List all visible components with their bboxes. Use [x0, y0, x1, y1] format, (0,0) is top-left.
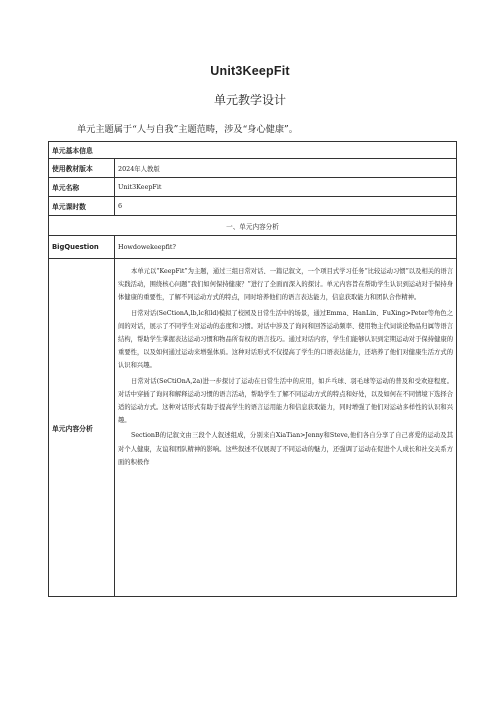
- section-row: [49, 216, 457, 236]
- content-paragraph: 本单元以“KeepFit”为主题，通过三组日常对话、一篇记叙文，一个项目式学习任务“比较运动习惯”以及相关的语言实践活动，围绕核心问题“我们如何保持健康？”进行了全面而深入的探讨。单元内容旨在帮助学生认识到运动对于保持身体健康的重要性，了解不同运动方式的特点，同时培养他们的语言表达能力，信息获取能力和团队合作精神。: [118, 268, 453, 302]
- table-row: [49, 197, 457, 216]
- section-title: 一、单元内容分析: [49, 216, 457, 236]
- table-row: [49, 159, 457, 178]
- content-analysis-row: [49, 259, 457, 597]
- big-question-label: BigQuestion: [49, 236, 115, 259]
- content-paragraph: 日常对话(SeCtiOnA,2a)进一步探讨了运动在日常生活中的应用，如乒乓球、羽毛球等运动的普及和受欢迎程度。对话中穿插了询问和解释运动习惯的语言活动，帮助学生了解不同运动方式的特点和好处，以及如何在不同情境下选择合适的运动方式。这种对话形式有助于提高学生的语言运用能力和信息获取能力，同时增强了他们对运动多样性的认识和兴趣。: [118, 377, 453, 425]
- big-question-value: Howdowekeepfit?: [115, 236, 457, 259]
- table-row: [49, 178, 457, 197]
- document-subtitle: 单元教学设计: [213, 93, 286, 107]
- textbook-version-value: 2024年人教版: [115, 159, 457, 178]
- content-paragraph: SectionB的记叙文由三段个人叙述组成，分别来自XiaTian>Jenny和Steve,他们各自分享了自己喜爱的运动及其对个人健康，友谊和团队精神的影响。这些叙述不仅展现了不同运动的魅力，还强调了运动在促进个人成长和社交关系方面的积极作: [118, 432, 453, 466]
- unit-name-value: Unit3KeepFit: [115, 178, 457, 197]
- unit-info-table: [48, 141, 457, 597]
- table-row: [49, 236, 457, 259]
- lesson-count-value: 6: [115, 197, 457, 216]
- unit-name-label: 单元名称: [49, 178, 115, 197]
- basic-info-header: 单元基本信息: [49, 142, 457, 159]
- textbook-version-label: 使用教材版本: [49, 159, 115, 178]
- content-analysis-body: [115, 259, 457, 597]
- intro-text: 单元主题属于“人与自我”主题范畴，涉及“身心健康”。: [77, 124, 298, 135]
- content-analysis-label: 单元内容分析: [49, 259, 115, 597]
- content-paragraph: 日常对话(SeCtionA,lb,lc和ld)模拟了校园及日常生活中的场景，通过Emma、HanLin、FuXing>Peter等角色之间的对话，展示了不同学生对运动的态度和习惯。对话中涉及了询问和回答运动频率、使用物主代词谈论物品归属等语言结构，帮助学生掌握表达运动习惯和物品所有权的语言技巧。通过对话内容，学生们能够认识到定期运动对于保持健康的重要性，以及如何通过运动来增强体质。这种对话形式不仅提高了学生的口语表达能力，还培养了他们对健康生活方式的认识和兴趣。: [118, 309, 453, 370]
- document-title: Unit3KeepFit: [210, 64, 290, 78]
- lesson-count-label: 单元课时数: [49, 197, 115, 216]
- basic-info-header-row: [49, 142, 457, 159]
